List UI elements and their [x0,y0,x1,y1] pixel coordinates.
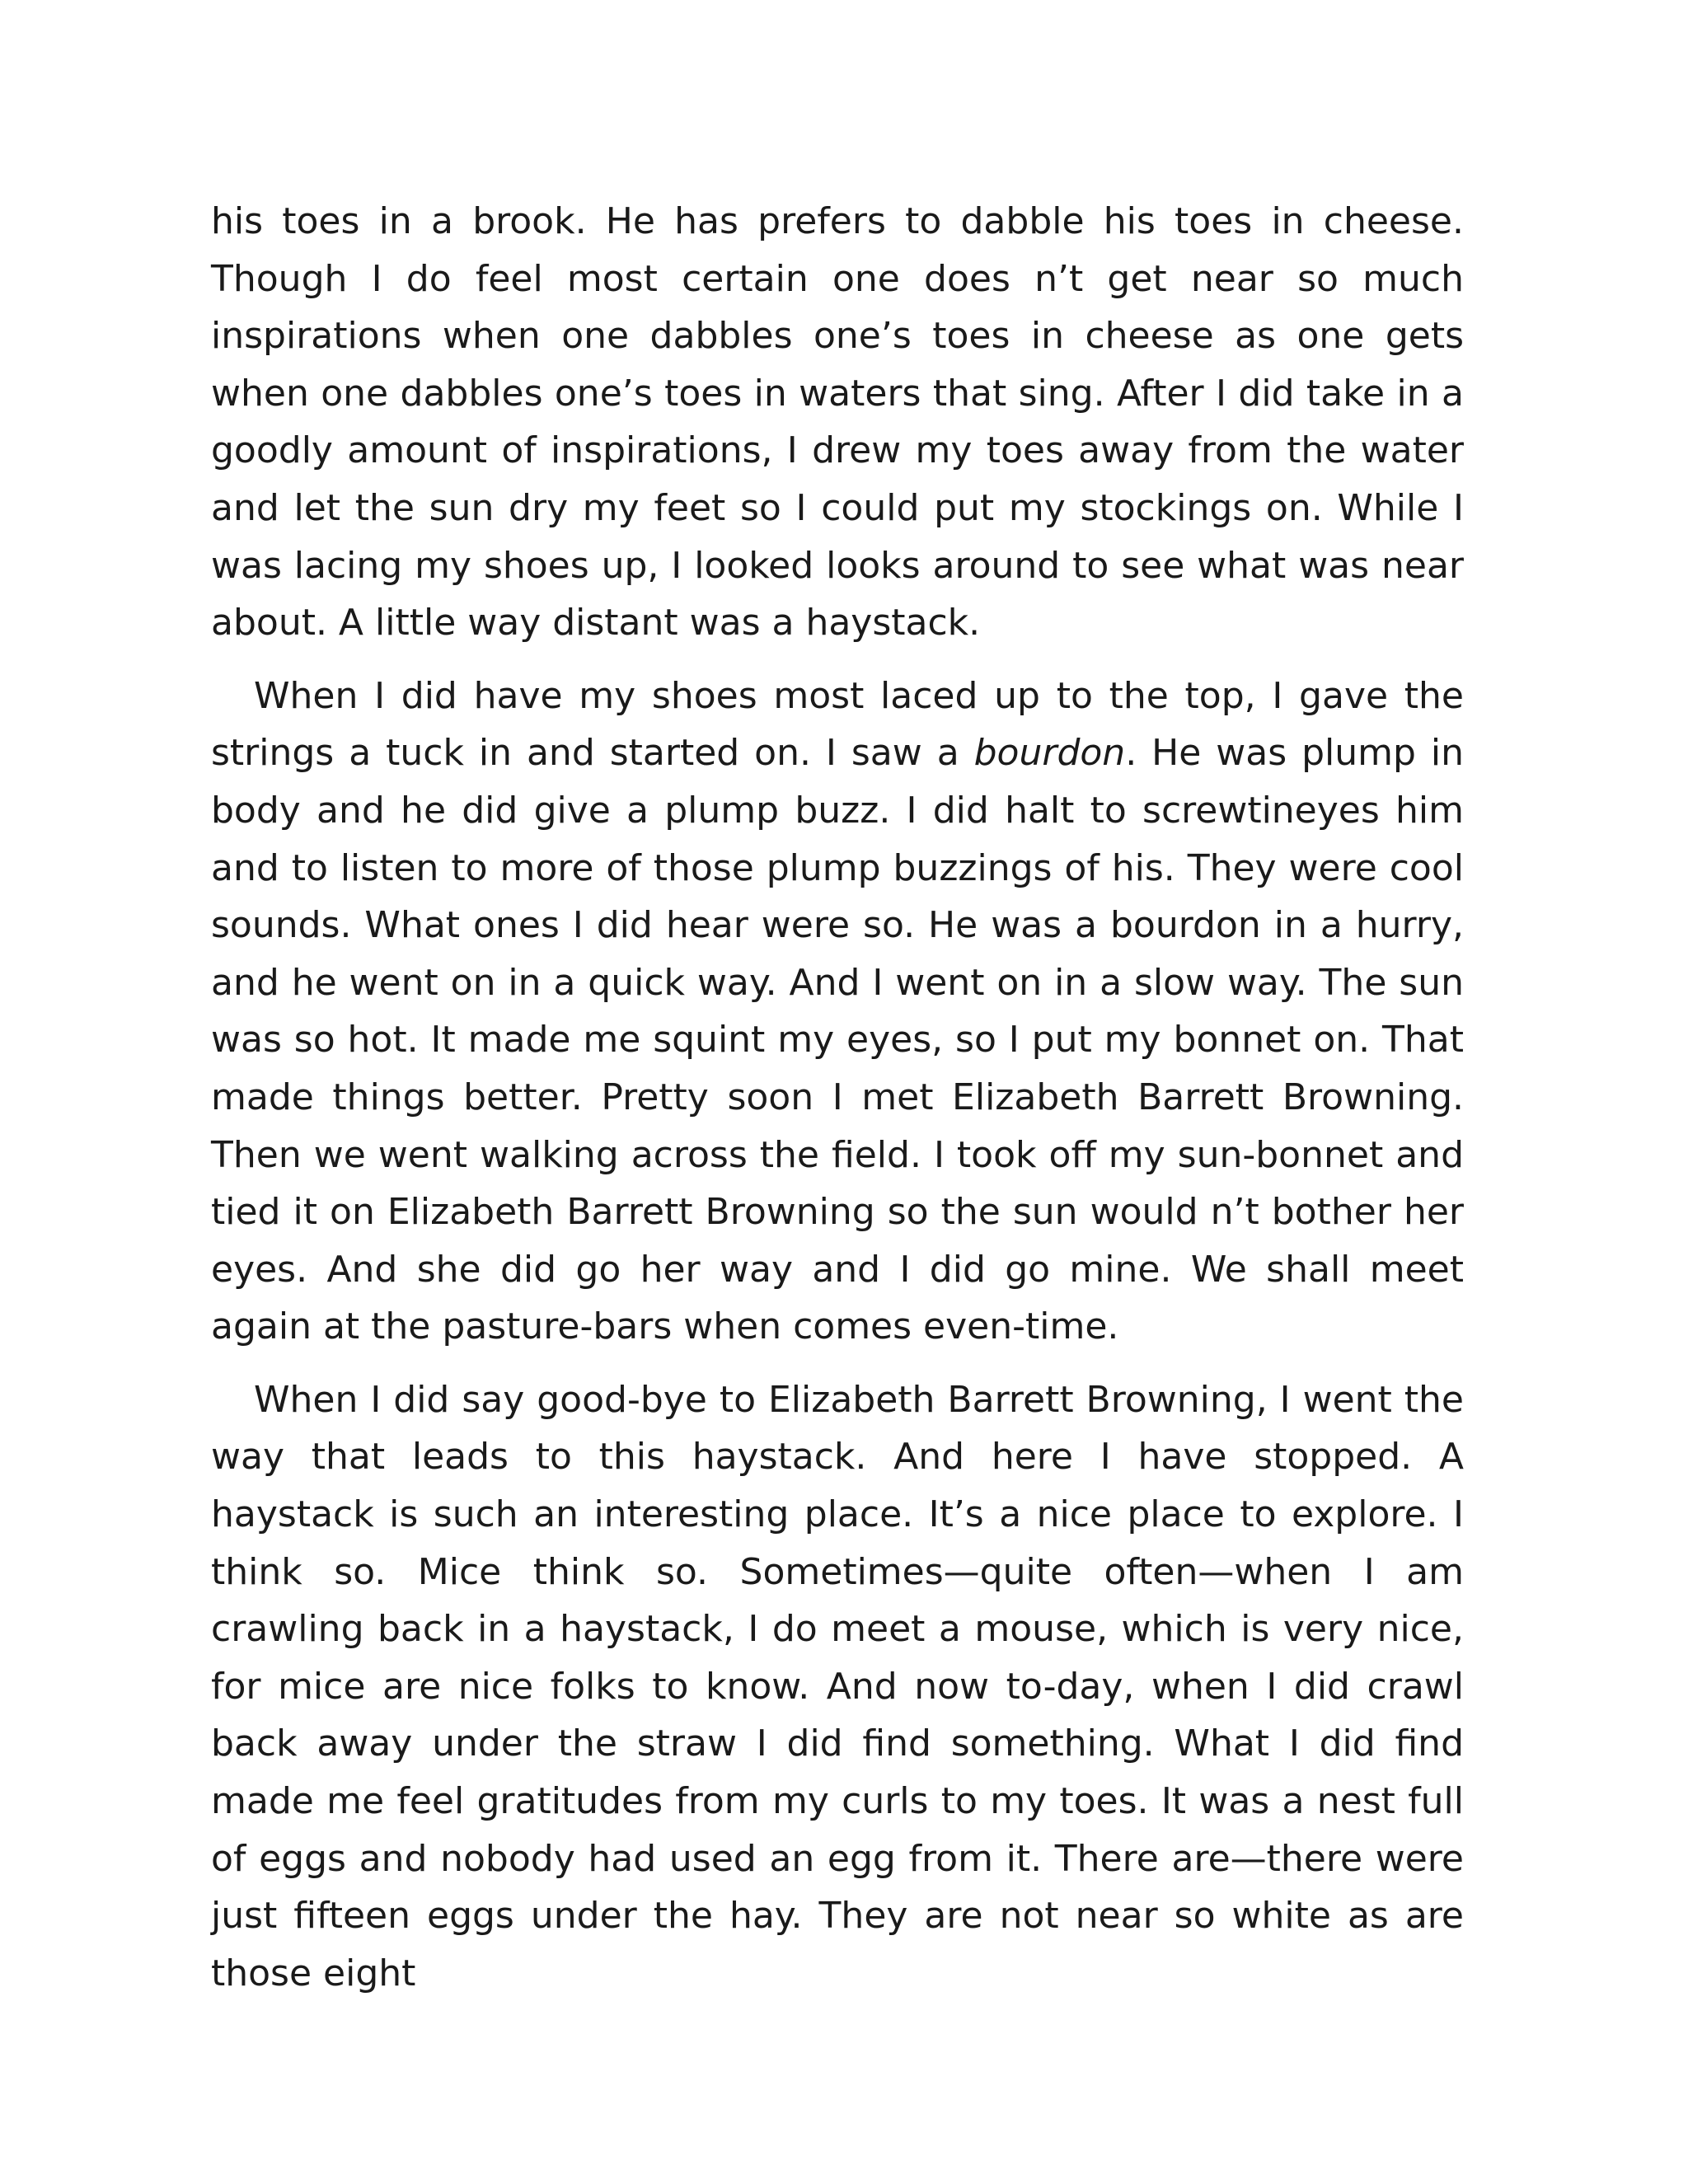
paragraph-2-text-end: . He was plump in body and he did give a plump buzz. I did halt to screwtineyes him and to listen to more of those plump buzzings of his. They were cool sounds. What ones I did hear were so. He was a bourdon in a hurry, and he went on in a quick way. And I went on in a slow way. The sun was so hot. It made me squint my eyes, so I put my bonnet on. That made things better. Pretty soon I met Elizabeth Barrett Browning. Then we went walking across the field. I took off my sun-bonnet and tied it on Elizabeth Barrett Browning so the sun would n’t bother her eyes. And she did go her way and I did go mine. We shall meet again at the pasture-bars when comes even-time. [211,732,1465,1348]
page-text-block [211,193,1464,2002]
paragraph-1-text: his toes in a brook. He has prefers to dabble his toes in cheese. Though I do feel most certain one does n’t get near so much inspirations when one dabbles one’s toes in cheese as one gets when one dabbles one’s toes in waters that sing. After I did take in a goodly amount of inspirations, I drew my toes away from the water and let the sun dry my feet so I could put my stockings on. While I was lacing my shoes up, I looked looks around to see what was near about. A little way distant was a haystack. [211,200,1464,644]
paragraph-2-italic-word: bourdon [973,732,1126,775]
paragraph-1 [211,193,1464,652]
paragraph-2-text-start: When I did have my shoes most laced up to the top, I gave the strings a tuck in and started on. I saw a [211,674,1464,775]
paragraph-3 [211,1371,1464,2003]
paragraph-3-text: When I did say good-bye to Elizabeth Barrett Browning, I went the way that leads to this haystack. And here I have stopped. A haystack is such an interesting place. It’s a nice place to explore. I think so. Mice think so. Sometimes—quite often—when I am crawling back in a haystack, I do meet a mouse, which is very nice, for mice are nice folks to know. And now to-day, when I did crawl back away under the straw I did find something. What I did find made me feel gratitudes from my curls to my toes. It was a nest full of eggs and nobody had used an egg from it. There are—there were just fifteen eggs under the hay. They are not near so white as are those eight [211,1378,1464,1994]
paragraph-2 [211,668,1464,1356]
